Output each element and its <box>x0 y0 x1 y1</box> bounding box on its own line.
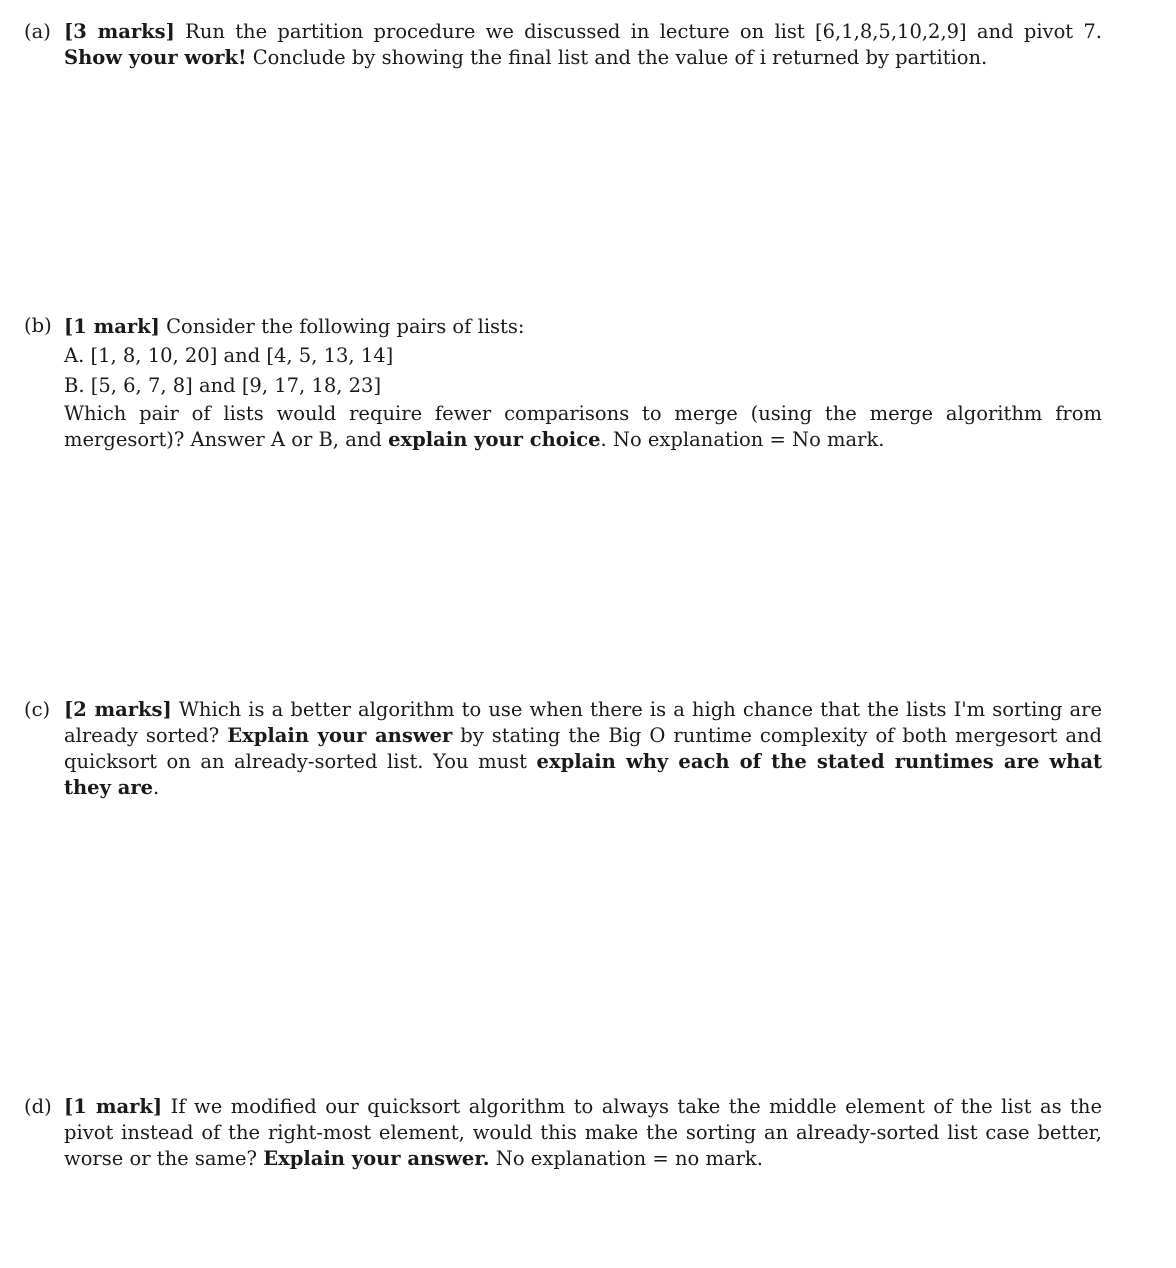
question-a-text-part2: Conclude by showing the final list and the value of i returned by partition. <box>246 46 988 69</box>
question-c-text-part2: by stating the Big O runtime complexity of both mergesort and quicksort on an already-sorted list. You must <box>64 724 1102 773</box>
question-b-text <box>64 313 1102 453</box>
question-b-option-a: A. [1, 8, 10, 20] and [4, 5, 13, 14] <box>64 344 394 367</box>
question-c <box>24 697 1102 801</box>
question-d-label: (d) <box>24 1095 52 1118</box>
question-a-text <box>64 19 1102 71</box>
question-b-text-part1: Which pair of lists would require fewer comparisons to merge (using the merge algorithm from mergesort)? Answer A or B, and <box>64 402 1102 451</box>
question-c-text-part3: . <box>153 776 160 799</box>
question-c-emphasis-2: explain why each of the stated runtimes are what they are <box>64 750 1102 799</box>
question-a <box>24 19 1102 71</box>
question-c-emphasis-1: Explain your answer <box>227 724 453 747</box>
question-a-marks: [3 marks] <box>64 20 175 43</box>
question-c-text-part1: Which is a better algorithm to use when there is a high chance that the lists I'm sorting are already sorted? <box>64 698 1102 747</box>
question-b-label: (b) <box>24 314 52 337</box>
question-d-text-part2: No explanation = no mark. <box>489 1147 763 1170</box>
question-d-text <box>64 1094 1102 1172</box>
question-b-text-part2: . No explanation = No mark. <box>600 428 885 451</box>
question-c-text <box>64 697 1102 801</box>
question-a-text-part1: Run the partition procedure we discussed in lecture on list [6,1,8,5,10,2,9] and pivot 7. <box>174 20 1102 43</box>
question-d <box>24 1094 1102 1172</box>
question-d-text-part1: If we modified our quicksort algorithm to always take the middle element of the list as the pivot instead of the right-most element, would this make the sorting an already-sorted list case better, worse or the same? <box>64 1095 1102 1170</box>
question-c-label: (c) <box>24 698 51 721</box>
question-d-marks: [1 mark] <box>64 1095 163 1118</box>
question-d-emphasis: Explain your answer. <box>263 1147 490 1170</box>
question-a-label: (a) <box>24 20 51 43</box>
question-b-emphasis: explain your choice <box>388 428 601 451</box>
question-c-marks: [2 marks] <box>64 698 172 721</box>
question-b-option-b: B. [5, 6, 7, 8] and [9, 17, 18, 23] <box>64 374 382 397</box>
question-b-marks: [1 mark] <box>64 315 160 338</box>
question-a-emphasis: Show your work! <box>64 46 247 69</box>
question-b <box>24 313 1102 453</box>
question-b-intro: Consider the following pairs of lists: <box>159 315 525 338</box>
